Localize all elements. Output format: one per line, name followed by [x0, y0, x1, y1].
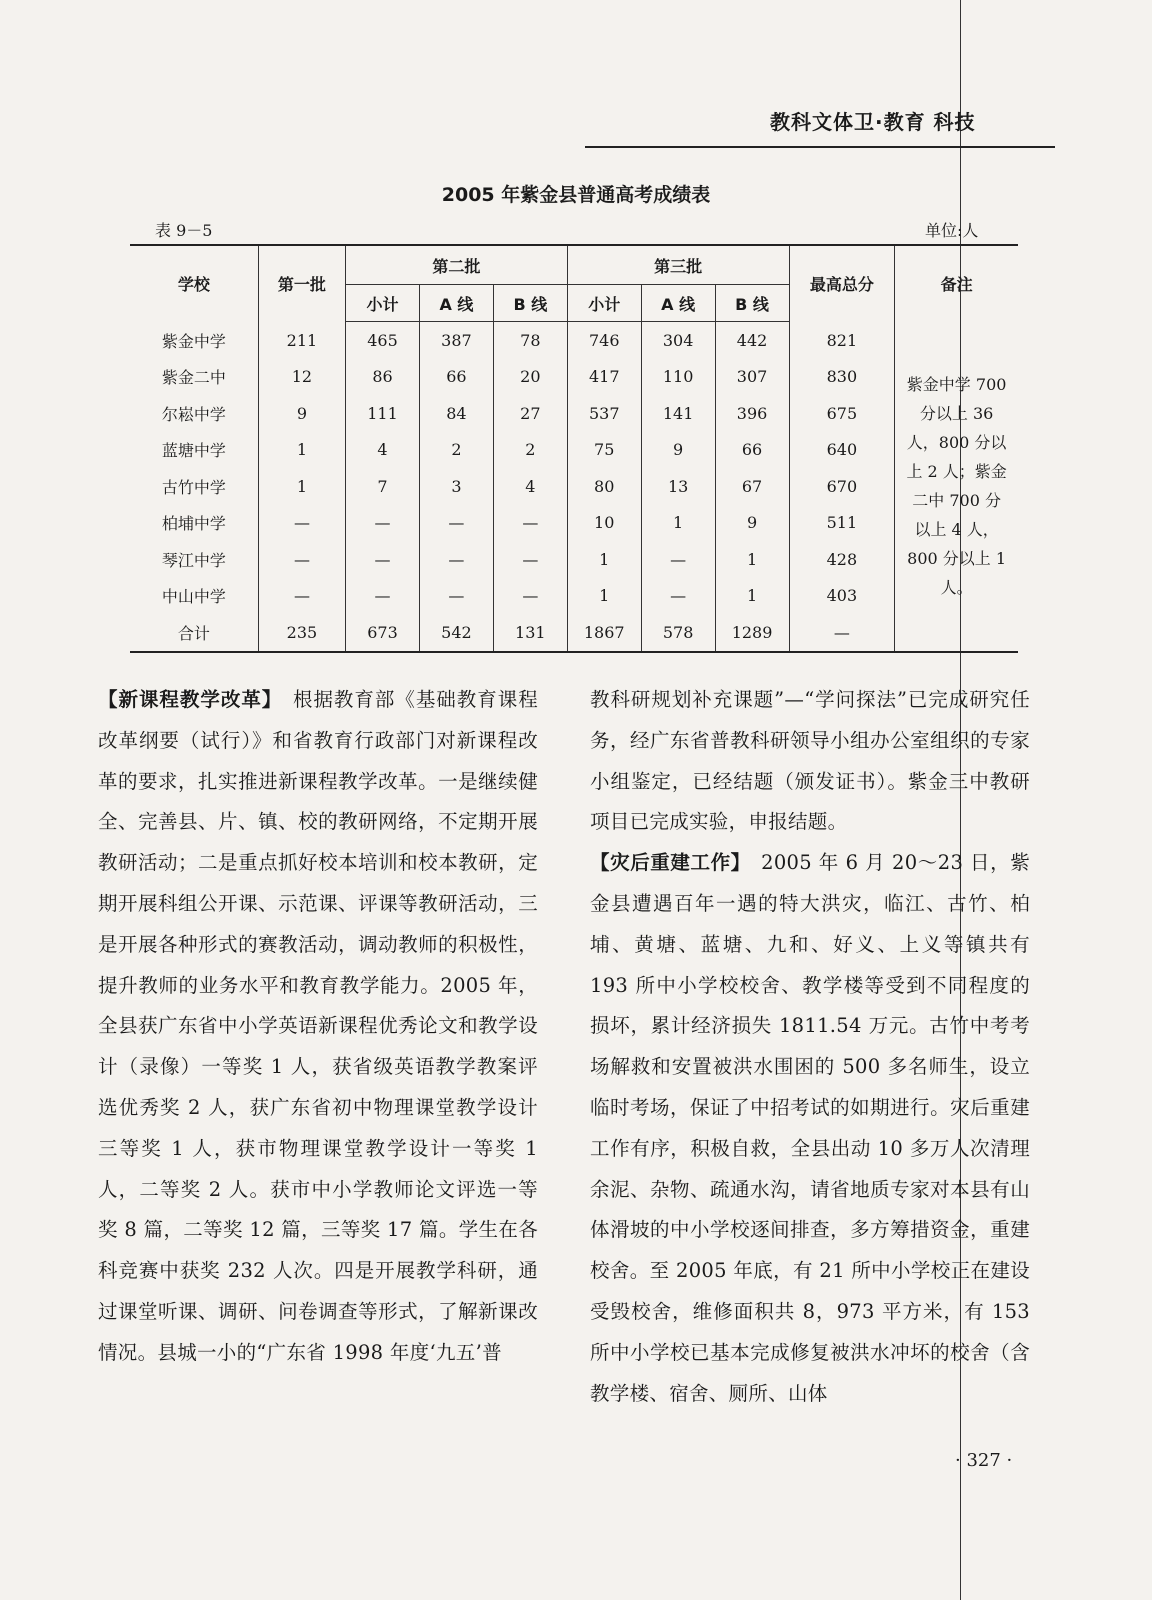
paragraph-disaster-rebuild	[590, 843, 1030, 1414]
table-cell: 10	[567, 505, 641, 542]
table-cell: —	[258, 541, 345, 578]
header-batch3: 第三批	[567, 245, 789, 285]
table-cell: 78	[493, 322, 567, 359]
table-row	[130, 432, 1018, 469]
table-row	[130, 505, 1018, 542]
table-cell: 675	[789, 395, 895, 432]
table-body	[130, 322, 1018, 652]
table-cell: 821	[789, 322, 895, 359]
header-b2-b-line: B 线	[493, 285, 567, 322]
paragraph-curriculum-reform	[98, 680, 538, 1374]
header-b3-subtotal: 小计	[567, 285, 641, 322]
table-cell: 578	[641, 614, 715, 652]
school-name-cell: 琴江中学	[161, 550, 226, 570]
table-cell: 830	[789, 359, 895, 396]
table-cell: 673	[346, 614, 420, 652]
school-name-cell: 紫金二中	[161, 368, 226, 388]
header-b2-subtotal: 小计	[346, 285, 420, 322]
school-name-cell: 紫金中学	[161, 331, 226, 351]
table-cell: 4	[346, 432, 420, 469]
table-cell: 67	[715, 468, 789, 505]
table-number: 表 9－5	[155, 221, 213, 240]
table-cell: 1867	[567, 614, 641, 652]
table-cell: 442	[715, 322, 789, 359]
table-cell: 86	[346, 359, 420, 396]
right-column	[590, 680, 1030, 1414]
table-cell: 84	[419, 395, 493, 432]
table-cell: 304	[641, 322, 715, 359]
table-cell: 511	[789, 505, 895, 542]
table-cell: 66	[419, 359, 493, 396]
header-rule	[585, 146, 1055, 148]
school-name-cell: 中山中学	[161, 587, 226, 607]
table-cell: —	[258, 505, 345, 542]
table-row	[130, 322, 1018, 359]
table-row	[130, 541, 1018, 578]
table-cell: —	[493, 541, 567, 578]
school-name-cell: 柏埔中学	[161, 514, 226, 534]
school-name-cell: 尔崧中学	[161, 404, 226, 424]
paragraph-text: 2005 年 6 月 20～23 日，紫金县遭遇百年一遇的特大洪灾，临江、古竹、柏埔、黄塘、蓝塘、九和、好义、上义等镇共有 193 所中小学校校舍、教学楼等受到不同程度的损坏，累计经济损失 1811.54 万元。古竹中考考场解救和安置被洪水围困的 500 多名师生，设立临时考场，保证了中招考试的如期进行。灾后重建工作有序，积极自救，全县出动 10 多万人次清理余泥、杂物、疏通水沟，请省地质专家对本县有山体滑坡的中小学校逐间排查，多方筹措资金，重建校舍。至 2005 年底，有 21 所中小学校正在建设受毁校舍，维修面积共 8，973 平方米，有 153 所中小学校已基本完成修复被洪水冲坏的校舍（含教学楼、宿舍、厕所、山体	[590, 851, 1031, 1405]
table-cell: —	[789, 614, 895, 652]
table-cell: 80	[567, 468, 641, 505]
table-cell: 1	[258, 432, 345, 469]
table-cell: 2	[493, 432, 567, 469]
keyword-heading: 【灾后重建工作】	[590, 851, 742, 875]
school-name-cell: 古竹中学	[161, 477, 226, 497]
table-cell: 387	[419, 322, 493, 359]
school-name-cell: 合计	[130, 614, 258, 652]
header-b3-b-line: B 线	[715, 285, 789, 322]
table-cell: 131	[493, 614, 567, 652]
table-cell: 1	[258, 468, 345, 505]
table-title: 2005 年紫金县普通高考成绩表	[441, 184, 711, 206]
table-cell: —	[419, 505, 493, 542]
table-cell: 20	[493, 359, 567, 396]
table-cell: 537	[567, 395, 641, 432]
paragraph-text: 根据教育部《基础教育课程改革纲要（试行）》和省教育行政部门对新课程改革的要求，扎实推进新课程教学改革。一是继续健全、完善县、片、镇、校的教研网络，不定期开展教研活动；二是重点抓好校本培训和校本教研，定期开展科组公开课、示范课、评课等教研活动，三是开展各种形式的赛教活动，调动教师的积极性，提升教师的业务水平和教育教学能力。2005 年，全县获广东省中小学英语新课程优秀论文和教学设计（录像）一等奖 1 人，获省级英语教学教案评选优秀奖 2 人，获广东省初中物理课堂教学设计三等奖 1 人，获市物理课堂教学设计一等奖 1 人，二等奖 2 人。获市中小学教师论文评选一等奖 8 篇，二等奖 12 篇，三等奖 17 篇。学生在各科竞赛中获奖 232 人次。四是开展教学科研，通过课堂听课、调研、问卷调查等形式，了解新课改情况。县城一小的“广东省 1998 年度‘九五’普	[98, 688, 538, 1364]
paragraph-continued: 教科研规划补充课题”—“学问探法”已完成研究任务，经广东省普教科研领导小组办公室组织的专家小组鉴定，已经结题（颁发证书）。紫金三中教研项目已完成实验，申报结题。	[590, 688, 1030, 834]
table-cell: 1	[715, 578, 789, 615]
table-cell: —	[641, 578, 715, 615]
table-cell: 1	[567, 541, 641, 578]
table-cell: 417	[567, 359, 641, 396]
section-header: 教科文体卫·教育 科技	[770, 110, 976, 134]
table-row	[130, 395, 1018, 432]
table-cell: 403	[789, 578, 895, 615]
table-cell: 12	[258, 359, 345, 396]
note-cell: 紫金中学 700 分以上 36 人，800 分以上 2 人；紫金二中 700 分以上 4 人，800 分以上 1 人。	[895, 322, 1018, 652]
table-cell: 307	[715, 359, 789, 396]
table-cell: 66	[715, 432, 789, 469]
table-cell: 1	[567, 578, 641, 615]
table-cell: 746	[567, 322, 641, 359]
table-cell: 75	[567, 432, 641, 469]
table-cell: 640	[789, 432, 895, 469]
table-cell: 111	[346, 395, 420, 432]
table-cell: 27	[493, 395, 567, 432]
left-column	[98, 680, 538, 1374]
table-cell: —	[641, 541, 715, 578]
table-cell: 9	[641, 432, 715, 469]
table-unit: 单位:人	[925, 221, 979, 240]
table-cell: 428	[789, 541, 895, 578]
table-cell: 7	[346, 468, 420, 505]
table-cell: 3	[419, 468, 493, 505]
table-cell: 9	[258, 395, 345, 432]
table-cell: —	[346, 541, 420, 578]
table-cell: 1289	[715, 614, 789, 652]
table-row	[130, 359, 1018, 396]
table-cell: —	[419, 541, 493, 578]
table-cell: —	[419, 578, 493, 615]
table-cell: 211	[258, 322, 345, 359]
table-cell: 396	[715, 395, 789, 432]
keyword-heading: 【新课程教学改革】	[98, 688, 273, 711]
table-cell: —	[346, 578, 420, 615]
scores-table	[130, 244, 1018, 653]
table-cell: 670	[789, 468, 895, 505]
table-cell: —	[258, 578, 345, 615]
table-cell: 1	[715, 541, 789, 578]
table-cell: 9	[715, 505, 789, 542]
header-school: 学校	[130, 245, 258, 322]
header-batch2: 第二批	[346, 245, 568, 285]
table-cell: —	[493, 505, 567, 542]
school-name-cell: 蓝塘中学	[161, 441, 226, 461]
table-row	[130, 578, 1018, 615]
table-cell: 235	[258, 614, 345, 652]
table-cell: 4	[493, 468, 567, 505]
header-note: 备注	[895, 245, 1018, 322]
header-max-score: 最高总分	[789, 245, 895, 322]
table-cell: 110	[641, 359, 715, 396]
table-cell: 141	[641, 395, 715, 432]
table-cell: —	[346, 505, 420, 542]
header-batch1: 第一批	[258, 245, 345, 322]
table-cell: 13	[641, 468, 715, 505]
table-cell: 2	[419, 432, 493, 469]
header-b3-a-line: A 线	[641, 285, 715, 322]
table-row	[130, 614, 1018, 652]
table-cell: 465	[346, 322, 420, 359]
table-cell: 1	[641, 505, 715, 542]
table-cell: —	[493, 578, 567, 615]
table-row	[130, 468, 1018, 505]
table-cell: 542	[419, 614, 493, 652]
header-b2-a-line: A 线	[419, 285, 493, 322]
page-number: · 327 ·	[955, 1450, 1013, 1471]
